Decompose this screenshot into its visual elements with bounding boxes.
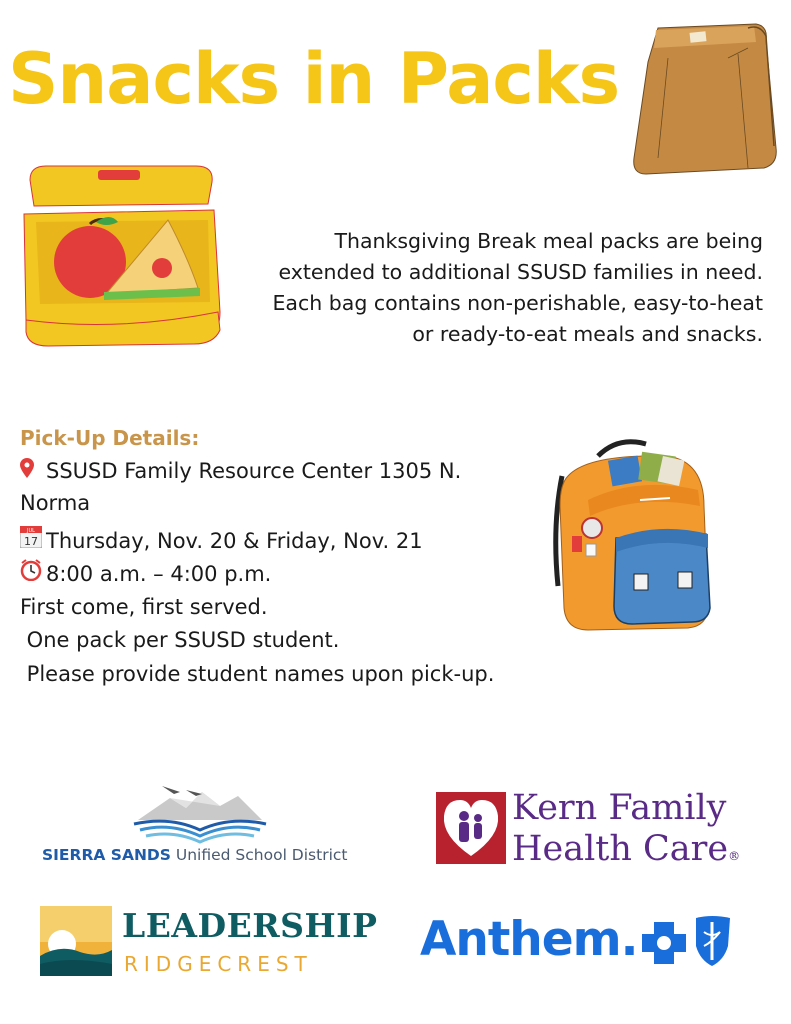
family-heart-icon: [436, 792, 506, 864]
leadership-word: LEADERSHIP: [122, 906, 378, 945]
intro-line: or ready-to-eat meals and snacks.: [412, 322, 763, 346]
ridgecrest-word: RIDGECREST: [124, 952, 313, 976]
kern-name: [512, 788, 740, 877]
calendar-icon-day: 17: [24, 535, 38, 548]
sunrise-landscape-icon: [40, 906, 112, 976]
intro-line: Thanksgiving Break meal packs are being: [334, 229, 763, 253]
page-title: Snacks in Packs: [8, 38, 620, 120]
lunchbox-illustration: [18, 162, 228, 354]
anthem-name-dot: .: [620, 912, 638, 967]
intro-line: extended to additional SSUSD families in need.: [278, 260, 763, 284]
anthem-name-text: Anthem: [420, 912, 621, 967]
blue-cross-blue-shield-icon: [640, 912, 736, 968]
alarm-clock-icon: [20, 559, 46, 590]
intro-line: Each bag contains non-perishable, easy-to-heat: [272, 291, 763, 315]
book-mountain-icon: [130, 780, 270, 846]
note-one-pack: One pack per SSUSD student.: [20, 628, 340, 652]
calendar-icon: [20, 526, 46, 557]
kern-family-health-care-logo: [436, 790, 746, 870]
time-line: [20, 559, 271, 590]
location-text: SSUSD Family Resource Center 1305 N.: [46, 459, 462, 483]
date-text: Thursday, Nov. 20 & Friday, Nov. 21: [46, 529, 423, 553]
registered-mark: ®: [728, 849, 741, 863]
pickup-heading: Pick-Up Details:: [20, 426, 200, 450]
ssusd-logo: [40, 780, 370, 870]
ssusd-name: [42, 846, 347, 864]
location-line-2: Norma: [20, 491, 91, 515]
kern-name-line2-text: Health Care: [512, 829, 729, 869]
anthem-name: [420, 912, 637, 967]
pin-icon: [20, 456, 46, 487]
ssusd-name-rest: Unified School District: [170, 846, 348, 864]
note-first-come: First come, first served.: [20, 595, 268, 619]
backpack-illustration: [548, 436, 720, 636]
kern-name-line2: [512, 829, 740, 877]
note-provide-names: Please provide student names upon pick-up.: [20, 662, 495, 686]
paper-bag-illustration: [628, 18, 784, 178]
calendar-icon-month: JUL: [27, 528, 35, 534]
ssusd-name-bold: SIERRA SANDS: [42, 846, 171, 864]
location-line: [20, 456, 461, 487]
time-text: 8:00 a.m. – 4:00 p.m.: [46, 562, 272, 586]
date-line: [20, 526, 423, 557]
kern-name-line1: Kern Family: [512, 788, 727, 828]
leadership-ridgecrest-logo: [40, 906, 378, 982]
anthem-logo: [420, 912, 740, 978]
intro-paragraph: [223, 226, 763, 350]
